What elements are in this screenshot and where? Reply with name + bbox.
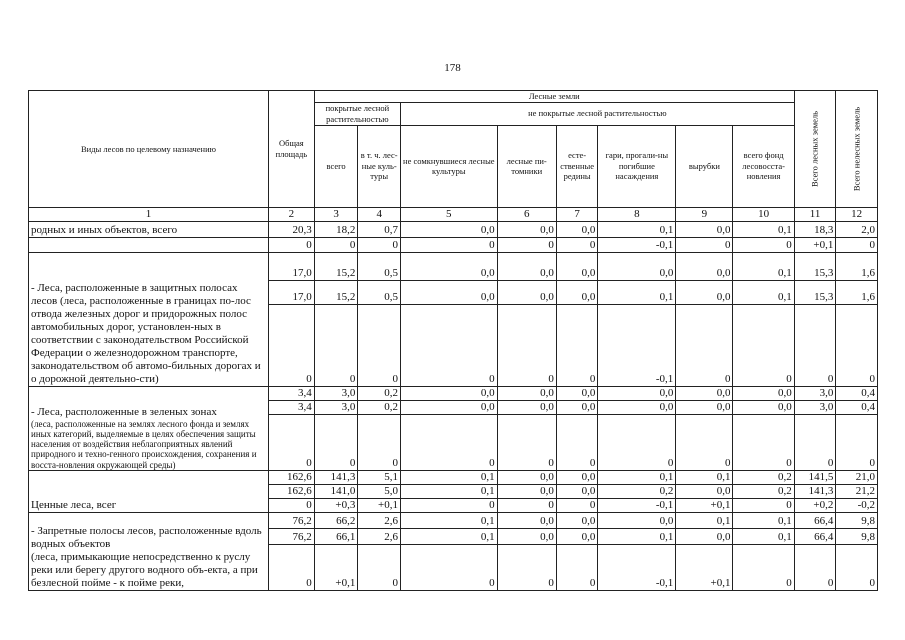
cell: 0 xyxy=(733,498,794,512)
cell: 0,1 xyxy=(733,528,794,544)
cell: 0,5 xyxy=(358,252,401,280)
cell: 0 xyxy=(400,237,497,252)
cell: 0 xyxy=(836,304,878,386)
cell: 0,0 xyxy=(676,400,733,414)
cell: 0,0 xyxy=(556,400,598,414)
cell: 0,0 xyxy=(733,386,794,400)
cell: 21,0 xyxy=(836,470,878,484)
cell: 0 xyxy=(358,544,401,590)
cell: 0,0 xyxy=(400,252,497,280)
cell: 0,1 xyxy=(733,221,794,237)
cell: 0 xyxy=(400,498,497,512)
cell: 0 xyxy=(733,414,794,470)
cell: 0,1 xyxy=(598,528,676,544)
cell: 162,6 xyxy=(269,484,315,498)
cell: 0,1 xyxy=(733,280,794,304)
cell: 0 xyxy=(314,414,358,470)
cell: 0,0 xyxy=(676,484,733,498)
cell: 15,3 xyxy=(794,252,836,280)
cell: +0,1 xyxy=(676,498,733,512)
row-label: - Леса, расположенные в защитных полосах лесов (леса, расположенные в границах по-лос отвода железных дорог и придорожных полос автомобильных дорог, установлен-ных в соответствии с законодательством Российской Федерации о железнодорожном транспорте, законодательством об автомо-бильных дорогах и о дорожной деятельно-сти) xyxy=(29,252,269,386)
cell: 3,0 xyxy=(794,386,836,400)
header-total-nonforest-lands: Всего нелесных земель xyxy=(836,91,878,208)
cell: 2,6 xyxy=(358,512,401,528)
cell: 0,0 xyxy=(676,221,733,237)
row-note: (леса, расположенные на землях лесного фонда и землях иных категорий, выделяемые в целях обеспечения защиты населения от воздействия неблагоприятных явлений природного и техно-генного происхождения, сохранения и восста-новления окружающей среды) xyxy=(31,419,257,470)
cell: 1,6 xyxy=(836,252,878,280)
cell: 15,2 xyxy=(314,280,358,304)
cell: -0,2 xyxy=(836,498,878,512)
cell: 0 xyxy=(358,237,401,252)
cell: 0 xyxy=(794,414,836,470)
cell: 0,0 xyxy=(676,386,733,400)
cell: 0,0 xyxy=(497,280,556,304)
cell: 0,1 xyxy=(676,470,733,484)
cell: 0 xyxy=(556,237,598,252)
cell: -0,1 xyxy=(598,544,676,590)
column-number: 1 xyxy=(29,207,269,221)
cell: 66,4 xyxy=(794,512,836,528)
cell: 18,3 xyxy=(794,221,836,237)
group-green-zones xyxy=(29,386,878,470)
cell: 0 xyxy=(836,544,878,590)
row-note: (леса, примыкающие непосредственно к руслу реки или берегу другого водного объ-екта, а при безлесной пойме - к пойме реки, xyxy=(31,550,258,589)
cell: 0 xyxy=(269,304,315,386)
cell: 0,1 xyxy=(598,221,676,237)
cell: 66,4 xyxy=(794,528,836,544)
cell: 141,5 xyxy=(794,470,836,484)
cell: 0,0 xyxy=(400,280,497,304)
cell: 0,2 xyxy=(733,470,794,484)
column-number: 2 xyxy=(269,207,315,221)
cell: 0 xyxy=(400,544,497,590)
cell: 0,1 xyxy=(400,470,497,484)
table-row xyxy=(29,221,878,237)
cell: 0,0 xyxy=(556,252,598,280)
cell: 15,2 xyxy=(314,252,358,280)
cell: +0,3 xyxy=(314,498,358,512)
header-clearcuts: вырубки xyxy=(676,125,733,207)
cell: 0 xyxy=(497,498,556,512)
cell: 0,0 xyxy=(497,386,556,400)
cell: 0,0 xyxy=(497,252,556,280)
column-number: 3 xyxy=(314,207,358,221)
cell: 0,1 xyxy=(733,252,794,280)
row-label xyxy=(29,237,269,252)
cell: 0,0 xyxy=(556,528,598,544)
cell: 0,0 xyxy=(733,400,794,414)
cell: 9,8 xyxy=(836,512,878,528)
cell: 0,7 xyxy=(358,221,401,237)
cell: 0,0 xyxy=(400,221,497,237)
cell: 0 xyxy=(400,414,497,470)
cell: 141,3 xyxy=(794,484,836,498)
row-title: - Леса, расположенные в зеленых зонах xyxy=(31,406,217,419)
cell: 0,0 xyxy=(676,528,733,544)
cell: 0,2 xyxy=(358,400,401,414)
cell: 0 xyxy=(497,304,556,386)
column-number: 5 xyxy=(400,207,497,221)
cell: 0 xyxy=(598,414,676,470)
cell: +0,1 xyxy=(358,498,401,512)
cell: 0,0 xyxy=(556,484,598,498)
header-plantations: в т. ч. лес-ные куль-туры xyxy=(358,125,401,207)
cell: 0,0 xyxy=(598,252,676,280)
cell: 0 xyxy=(733,237,794,252)
cell: 0 xyxy=(314,237,358,252)
cell: 5,1 xyxy=(358,470,401,484)
cell: 0,0 xyxy=(556,386,598,400)
header-total-area: Общая площадь xyxy=(269,91,315,208)
header-covered-total: всего xyxy=(314,125,358,207)
cell: 0,0 xyxy=(497,400,556,414)
cell: 0 xyxy=(556,414,598,470)
cell: 76,2 xyxy=(269,528,315,544)
cell: 0 xyxy=(269,544,315,590)
cell: 0 xyxy=(400,304,497,386)
cell: 3,0 xyxy=(314,400,358,414)
cell: 0 xyxy=(556,498,598,512)
row-label: Ценные леса, всег xyxy=(29,470,269,512)
cell: 2,6 xyxy=(358,528,401,544)
header-unclosed-plantations: не сомкнувшиеся лесные культуры xyxy=(400,125,497,207)
table-row xyxy=(29,252,878,280)
cell: 0 xyxy=(794,304,836,386)
column-number: 8 xyxy=(598,207,676,221)
group-protective-strips xyxy=(29,252,878,386)
cell: 0,5 xyxy=(358,280,401,304)
cell: 17,0 xyxy=(269,280,315,304)
cell: 0,0 xyxy=(598,512,676,528)
cell: +0,1 xyxy=(794,237,836,252)
header-not-covered: не покрытые лесной растительностью xyxy=(400,102,794,125)
cell: 3,4 xyxy=(269,386,315,400)
cell: 162,6 xyxy=(269,470,315,484)
cell: +0,2 xyxy=(794,498,836,512)
cell: 0,1 xyxy=(400,512,497,528)
cell: 0 xyxy=(314,304,358,386)
cell: 0,1 xyxy=(676,512,733,528)
cell: 0,0 xyxy=(497,470,556,484)
cell: 0,0 xyxy=(556,280,598,304)
cell: 0,0 xyxy=(497,484,556,498)
column-numbers-row xyxy=(29,207,878,221)
cell: 0 xyxy=(358,414,401,470)
cell: 0 xyxy=(269,498,315,512)
column-number: 12 xyxy=(836,207,878,221)
cell: 2,0 xyxy=(836,221,878,237)
cell: 0,0 xyxy=(556,512,598,528)
cell: 0 xyxy=(269,237,315,252)
cell: 0,0 xyxy=(598,400,676,414)
cell: 5,0 xyxy=(358,484,401,498)
cell: 0 xyxy=(556,544,598,590)
cell: 0,0 xyxy=(676,280,733,304)
cell: 0,2 xyxy=(358,386,401,400)
cell: 0,1 xyxy=(598,470,676,484)
cell: -0,1 xyxy=(598,237,676,252)
cell: 141,3 xyxy=(314,470,358,484)
cell: 0 xyxy=(358,304,401,386)
cell: 0,2 xyxy=(598,484,676,498)
row-label: родных и иных объектов, всего xyxy=(29,221,269,237)
cell: -0,1 xyxy=(598,304,676,386)
cell: 3,0 xyxy=(794,400,836,414)
cell: 66,2 xyxy=(314,512,358,528)
header-burned: гари, прогали-ны погибшие насаждения xyxy=(598,125,676,207)
group-valuable-forests xyxy=(29,470,878,512)
cell: 0 xyxy=(733,304,794,386)
cell: 9,8 xyxy=(836,528,878,544)
column-number: 7 xyxy=(556,207,598,221)
cell: 0,4 xyxy=(836,400,878,414)
cell: 0,0 xyxy=(400,400,497,414)
cell: 15,3 xyxy=(794,280,836,304)
page-number: 178 xyxy=(444,62,461,74)
column-number: 4 xyxy=(358,207,401,221)
row-label xyxy=(29,386,269,470)
cell: 17,0 xyxy=(269,252,315,280)
cell: 0,0 xyxy=(676,252,733,280)
header-land-type: Виды лесов по целевому назначению xyxy=(29,91,269,208)
cell: +0,1 xyxy=(676,544,733,590)
cell: 141,0 xyxy=(314,484,358,498)
cell: 0 xyxy=(497,237,556,252)
cell: 21,2 xyxy=(836,484,878,498)
column-number: 6 xyxy=(497,207,556,221)
cell: 18,2 xyxy=(314,221,358,237)
cell: 0,0 xyxy=(497,528,556,544)
header-nurseries: лесные пи-томники xyxy=(497,125,556,207)
table-row xyxy=(29,237,878,252)
cell: 66,1 xyxy=(314,528,358,544)
cell: 0,1 xyxy=(733,512,794,528)
column-number: 9 xyxy=(676,207,733,221)
cell: 0 xyxy=(733,544,794,590)
cell: 3,0 xyxy=(314,386,358,400)
cell: 1,6 xyxy=(836,280,878,304)
cell: 0 xyxy=(794,544,836,590)
cell: 0 xyxy=(269,414,315,470)
column-number: 11 xyxy=(794,207,836,221)
cell: 3,4 xyxy=(269,400,315,414)
cell: 0,1 xyxy=(400,484,497,498)
table-row xyxy=(29,512,878,528)
header-reforestation-fund: всего фонд лесовосста-новления xyxy=(733,125,794,207)
cell: 0 xyxy=(497,544,556,590)
cell: 0,0 xyxy=(497,512,556,528)
header-total-forest-lands: Всего лесных земель xyxy=(794,91,836,208)
table-row xyxy=(29,386,878,400)
cell: 0,1 xyxy=(598,280,676,304)
cell: 0 xyxy=(556,304,598,386)
cell: 20,3 xyxy=(269,221,315,237)
header-covered: покрытые лесной растительностью xyxy=(314,102,400,125)
cell: 76,2 xyxy=(269,512,315,528)
cell: 0,0 xyxy=(400,386,497,400)
cell: 0,2 xyxy=(733,484,794,498)
cell: 0,0 xyxy=(598,386,676,400)
row-label xyxy=(29,512,269,590)
group-prohibited-strips xyxy=(29,512,878,590)
cell: 0,0 xyxy=(556,470,598,484)
cell: 0 xyxy=(836,414,878,470)
cell: -0,1 xyxy=(598,498,676,512)
cell: 0,4 xyxy=(836,386,878,400)
table-row xyxy=(29,470,878,484)
cell: 0,0 xyxy=(556,221,598,237)
cell: 0 xyxy=(676,237,733,252)
cell: 0 xyxy=(676,304,733,386)
cell: 0,0 xyxy=(497,221,556,237)
header-forest-lands: Лесные земли xyxy=(314,91,794,103)
row-title: - Запретные полосы лесов, расположенные вдоль водных объектов xyxy=(31,524,262,550)
forest-lands-table xyxy=(28,90,878,591)
cell: 0,1 xyxy=(400,528,497,544)
cell: 0 xyxy=(836,237,878,252)
cell: +0,1 xyxy=(314,544,358,590)
cell: 0 xyxy=(497,414,556,470)
header-natural-sparse: есте-ственные редины xyxy=(556,125,598,207)
column-number: 10 xyxy=(733,207,794,221)
cell: 0 xyxy=(676,414,733,470)
